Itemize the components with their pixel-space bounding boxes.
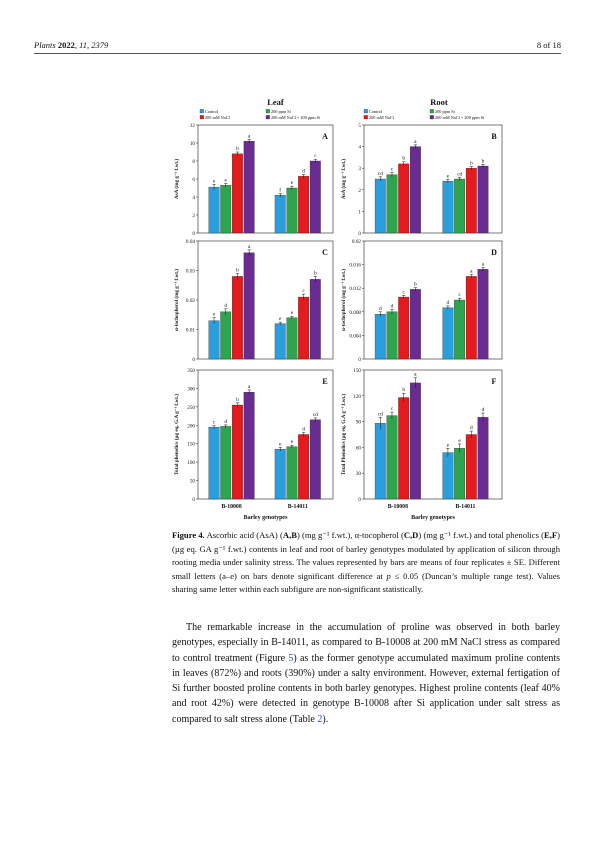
bar-A-0-1: [221, 185, 232, 233]
bar-F-1-1: [454, 448, 465, 499]
sig-letter-C-0-1: d: [224, 302, 228, 309]
bar-D-0-0: [375, 314, 386, 359]
sig-letter-E-1-3: cd: [312, 411, 318, 418]
y-tick-label-E-0: 0: [192, 497, 195, 503]
bar-E-0-3: [244, 392, 255, 499]
body-text-1: The remarkable increase in the accumulation of proline was observed in both barley genotypes, especially in B-14011, as compared to B-10008 at 200 mM NaCl stress as compared to control treatment (Figure: [172, 622, 560, 664]
body-text-2: ) as the former genotype accumulated maximum proline contents in leaves (872%) and roots (390%) under a salty environment. However, external fertigation of Si further boosted proline contents in both barley genotypes. Highest proline contents (leaf 40% and root 42%) were detected in genotype B-10008 after Si application under salt stress as compared to salt stress alone (Table: [172, 652, 560, 725]
panel-letter-B: B: [491, 132, 497, 141]
bar-E-1-3: [310, 420, 321, 499]
y-tick-label-F-1: 30: [355, 471, 361, 478]
x-category-F-0: B-10008: [387, 504, 408, 510]
legend-swatch-1-1: [430, 109, 434, 113]
figure-caption: [172, 529, 560, 597]
panel-letter-D: D: [491, 248, 497, 257]
sig-letter-A-1-2: d: [302, 168, 305, 175]
y-tick-label-F-0: 0: [358, 497, 361, 503]
sig-letter-B-1-1: cd: [457, 171, 463, 178]
legend-label-0-1: 200 ppm Si: [271, 109, 291, 114]
bar-D-0-1: [387, 312, 398, 359]
sig-letter-D-0-1: d: [390, 303, 394, 310]
bar-E-1-1: [287, 447, 298, 499]
sig-letter-B-1-0: e: [446, 173, 450, 180]
sig-letter-B-0-3: a: [414, 138, 417, 145]
figure-5-link[interactable]: 5: [288, 652, 294, 664]
sig-letter-E-0-1: d: [224, 418, 228, 425]
bar-A-1-1: [287, 188, 298, 233]
y-axis-label-F: Total Phenolics (µg eq. G.A g⁻¹ f.wt.): [341, 393, 347, 476]
bar-E-0-2: [232, 405, 243, 499]
legend-swatch-0-1: [266, 109, 270, 113]
caption-text-4: ) (µg eq. GA g⁻¹ f.wt.) contents in leaf and root of barley genotypes modulated by application of silicon through rooting media under salinity stress. The values represented by bars are means of four replicates ± SE. Different small letters (a–e) on bars denote significant difference at: [172, 530, 561, 581]
sig-letter-A-0-1: e: [224, 177, 227, 184]
bar-A-0-0: [209, 187, 220, 233]
sig-letter-A-0-3: a: [247, 133, 251, 140]
y-tick-label-B-1: 1: [358, 209, 361, 216]
legend-label-1-3: 200 mM NaCl + 200 ppm Si: [435, 115, 485, 120]
caption-text-3: ) (mg g⁻¹ f.wt.) and total phenolics (: [418, 530, 544, 540]
bar-D-1-2: [466, 276, 477, 359]
y-tick-label-D-5: 0.02: [351, 239, 361, 245]
y-tick-label-B-0: 0: [358, 231, 361, 237]
caption-text-5: ≤ 0.05 (Duncan’s multiple range test). Values sharing same letter within each subfigure are non-significant statistically.: [172, 570, 560, 594]
y-tick-label-A-6: 12: [189, 123, 195, 129]
bar-B-0-3: [410, 147, 421, 233]
bar-B-1-0: [443, 181, 454, 233]
legend-label-1-1: 200 ppm Si: [435, 109, 455, 114]
sig-letter-C-0-3: a: [247, 243, 251, 250]
caption-ref-ef: E,F: [544, 530, 558, 540]
panel-letter-C: C: [322, 248, 328, 257]
legend-swatch-0-0: [200, 109, 204, 113]
bar-C-0-0: [209, 321, 220, 359]
y-tick-label-E-1: 50: [189, 478, 195, 485]
journal-volume: , 11, 2379: [74, 40, 109, 50]
sig-letter-D-1-0: d: [446, 299, 450, 306]
y-tick-label-E-6: 300: [187, 386, 195, 393]
y-tick-label-B-5: 5: [358, 123, 361, 129]
table-2-link[interactable]: 2: [317, 713, 323, 725]
sig-letter-C-1-2: c: [302, 288, 305, 295]
y-tick-label-F-2: 60: [355, 445, 361, 452]
sig-letter-C-0-2: b: [236, 267, 239, 274]
y-tick-label-F-5: 150: [353, 368, 361, 374]
sig-letter-B-0-2: b: [402, 155, 406, 162]
body-paragraph: [172, 620, 560, 727]
y-tick-label-F-4: 120: [353, 393, 361, 400]
y-tick-label-C-0: 0: [192, 357, 195, 363]
bar-C-1-3: [310, 279, 321, 359]
legend-swatch-0-2: [200, 115, 204, 119]
y-tick-label-C-3: 0.03: [185, 268, 195, 275]
y-tick-label-E-5: 250: [187, 404, 195, 411]
sig-letter-D-1-3: a: [481, 261, 485, 268]
caption-p: p: [386, 570, 391, 581]
y-tick-label-D-1: 0.004: [349, 333, 361, 340]
sig-letter-F-0-3: a: [414, 371, 417, 378]
sig-letter-E-0-2: b: [236, 396, 239, 403]
bar-E-0-1: [221, 426, 232, 499]
y-tick-label-E-4: 200: [187, 423, 195, 430]
legend-swatch-0-3: [266, 115, 270, 119]
sig-letter-E-1-0: e: [278, 441, 282, 448]
y-tick-label-D-4: 0.016: [349, 262, 361, 269]
bar-C-0-2: [232, 276, 243, 359]
y-tick-label-F-3: 90: [355, 419, 361, 426]
sig-letter-B-1-3: b: [481, 158, 485, 165]
y-axis-label-C: α-tochopherol (mg g⁻¹ f.wt.): [174, 269, 180, 331]
bar-D-1-3: [478, 269, 489, 359]
sig-letter-B-0-1: c: [390, 166, 394, 173]
bar-F-1-3: [478, 417, 489, 499]
sig-letter-D-0-2: c: [402, 289, 405, 296]
bar-B-1-1: [454, 179, 465, 233]
y-tick-label-D-2: 0.008: [349, 309, 361, 316]
y-axis-label-B: AsA (mg g⁻¹ f.wt.): [341, 158, 347, 200]
y-tick-label-C-1: 0.01: [185, 327, 195, 334]
sig-letter-D-1-2: a: [470, 268, 473, 275]
page-number: 8 of 18: [536, 40, 561, 50]
sig-letter-F-1-3: d: [481, 407, 485, 413]
bar-B-0-1: [387, 175, 398, 233]
y-tick-label-C-4: 0.04: [185, 239, 195, 245]
y-tick-label-A-1: 2: [192, 213, 195, 219]
y-tick-label-E-2: 100: [187, 460, 195, 467]
legend-label-0-2: 200 mM NaCl: [205, 115, 230, 120]
bar-C-1-1: [287, 318, 298, 359]
leaf-title: Leaf: [267, 97, 284, 107]
panel-letter-A: A: [322, 132, 328, 141]
sig-letter-B-0-0: cd: [377, 170, 383, 177]
caption-ref-cd: C,D: [403, 530, 419, 540]
y-tick-label-C-2: 0.02: [185, 298, 195, 304]
x-category-F-1: B-14011: [455, 504, 476, 510]
y-tick-label-D-3: 0.012: [349, 286, 361, 293]
bar-B-0-2: [398, 164, 409, 233]
sig-letter-E-0-0: c: [212, 419, 216, 426]
y-axis-label-A: AsA (mg g⁻¹ f.wt.): [174, 158, 180, 200]
sig-letter-A-0-0: e: [212, 178, 216, 185]
sig-letter-F-1-2: d: [469, 425, 473, 432]
panel-letter-E: E: [322, 377, 328, 386]
bar-C-1-2: [298, 297, 309, 359]
y-tick-label-A-3: 6: [192, 177, 195, 183]
sig-letter-C-0-0: e: [212, 311, 216, 318]
bar-F-0-0: [375, 423, 386, 499]
sig-letter-F-1-0: e: [446, 442, 450, 449]
bar-A-1-0: [275, 195, 286, 233]
legend-label-1-2: 200 mM NaCl: [369, 115, 394, 120]
legend-swatch-1-3: [430, 115, 434, 119]
bar-A-0-2: [232, 154, 243, 233]
legend-label-0-3: 200 mM NaCl + 200 ppm Si: [271, 115, 321, 120]
legend-swatch-1-2: [364, 115, 368, 119]
x-axis-label-E: Barley genotypes: [243, 515, 288, 521]
body-text-3: ).: [322, 713, 329, 725]
bar-D-1-1: [454, 300, 465, 359]
sig-letter-A-1-1: e: [290, 180, 294, 187]
sig-letter-E-1-2: d: [302, 426, 305, 433]
sig-letter-F-0-2: b: [402, 387, 406, 394]
bar-C-1-0: [275, 324, 286, 359]
bar-D-0-2: [398, 297, 409, 359]
y-tick-label-B-2: 2: [358, 187, 361, 194]
bar-A-1-2: [298, 176, 309, 233]
panel-letter-F: F: [491, 377, 497, 386]
bar-A-1-3: [310, 161, 321, 233]
bar-A-0-3: [244, 141, 255, 233]
sig-letter-F-0-1: c: [390, 406, 394, 413]
sig-letter-E-0-3: a: [247, 383, 251, 390]
sig-letter-A-1-0: f: [279, 187, 282, 194]
bar-F-0-2: [398, 398, 409, 499]
sig-letter-A-1-3: c: [314, 153, 317, 160]
bar-D-1-0: [443, 308, 454, 359]
journal-year: 2022: [57, 40, 75, 50]
y-tick-label-E-3: 150: [187, 441, 195, 448]
x-axis-label-F: Barley genotypes: [411, 515, 455, 521]
caption-text-1: Ascorbic acid (AsA) (: [204, 530, 283, 540]
bar-B-0-0: [375, 179, 386, 233]
bar-B-1-3: [478, 166, 489, 233]
bar-F-0-1: [387, 416, 398, 499]
sig-letter-F-1-1: e: [458, 437, 461, 444]
bar-B-1-2: [466, 168, 477, 233]
root-title: Root: [430, 97, 448, 107]
bar-F-1-2: [466, 435, 477, 500]
x-category-E-1: B-14011: [287, 504, 308, 510]
bar-E-1-0: [275, 449, 286, 499]
caption-label: Figure 4.: [172, 530, 205, 540]
y-tick-label-A-0: 0: [192, 231, 195, 237]
legend-label-1-0: Control: [369, 109, 383, 114]
journal-name: Plants: [34, 40, 56, 50]
y-tick-label-A-2: 4: [192, 195, 195, 201]
caption-text-2: ) (mg g⁻¹ f.wt.), α-tocopherol (: [296, 530, 404, 540]
y-tick-label-B-4: 4: [358, 144, 361, 151]
bar-C-0-3: [244, 253, 255, 359]
bar-C-0-1: [221, 312, 232, 359]
sig-letter-D-0-0: d: [378, 305, 382, 312]
bar-F-0-3: [410, 383, 421, 499]
y-tick-label-D-0: 0: [358, 357, 361, 363]
y-tick-label-A-4: 8: [192, 159, 195, 165]
bar-E-1-2: [298, 435, 309, 500]
y-tick-label-B-3: 3: [358, 166, 361, 173]
legend-label-0-0: Control: [205, 109, 219, 114]
legend-swatch-1-0: [364, 109, 368, 113]
bar-E-0-0: [209, 427, 220, 499]
bar-D-0-3: [410, 289, 421, 359]
x-category-E-0: B-10008: [221, 504, 242, 510]
caption-ref-ab: A,B: [282, 530, 297, 540]
sig-letter-C-1-0: e: [278, 316, 282, 323]
sig-letter-A-0-2: b: [236, 146, 239, 152]
bar-F-1-0: [443, 453, 454, 499]
y-axis-label-D: α-tochopherol (mg g⁻¹ f.wt.): [341, 269, 347, 331]
y-tick-label-E-7: 350: [187, 368, 195, 374]
sig-letter-F-0-0: cd: [377, 411, 383, 418]
y-tick-label-A-5: 10: [189, 141, 195, 147]
sig-letter-B-1-2: b: [469, 160, 473, 167]
sig-letter-D-1-1: c: [458, 292, 461, 299]
y-axis-label-E: Total phenolics (µg eq. G.A g⁻¹ f.wt.): [174, 394, 180, 475]
sig-letter-D-0-3: b: [414, 281, 417, 288]
sig-letter-C-1-3: b: [313, 270, 317, 277]
sig-letter-E-1-1: e: [290, 439, 294, 446]
sig-letter-C-1-1: e: [290, 310, 294, 317]
